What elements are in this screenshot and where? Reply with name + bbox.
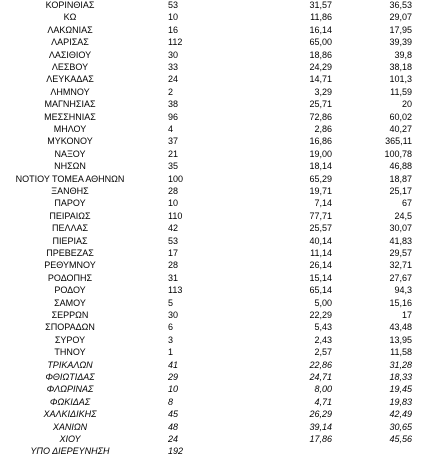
rate-cell	[254, 445, 332, 457]
region-name-cell: ΝΗΣΩΝ	[54, 161, 86, 172]
region-name-cell: ΜΑΓΝΗΣΙΑΣ	[44, 99, 96, 110]
table-row	[0, 111, 443, 123]
rate-cell: 11,86	[310, 12, 332, 23]
change-cell: 39,39	[389, 37, 412, 48]
change-cell	[360, 445, 412, 457]
rate-cell: 22,86	[309, 359, 332, 370]
change-cell: 11,59	[390, 86, 412, 97]
table-row	[0, 297, 443, 309]
region-name-cell: ΛΕΥΚΑΔΑΣ	[46, 74, 94, 85]
table-row	[0, 421, 443, 433]
change-cell: 17,95	[389, 24, 412, 35]
table-row	[0, 98, 443, 110]
cases-cell: 38	[168, 99, 179, 110]
cases-cell: 31	[168, 272, 179, 283]
change-cell: 31,28	[389, 359, 412, 370]
rate-cell: 40,14	[309, 235, 332, 246]
cases-cell: 28	[168, 186, 179, 196]
cases-cell: 53	[168, 235, 179, 246]
cases-cell: 5	[168, 297, 174, 308]
change-cell: 25,17	[389, 186, 412, 196]
rate-cell: 24,29	[309, 62, 332, 72]
cases-cell: 17	[168, 248, 179, 258]
change-cell: 30,65	[389, 421, 412, 432]
rate-cell: 26,14	[309, 260, 332, 271]
rate-cell: 4,71	[314, 396, 332, 407]
cases-cell: 35	[168, 161, 179, 172]
change-cell: 19,45	[389, 384, 412, 395]
table-row	[0, 321, 443, 333]
cases-cell: 42	[168, 223, 179, 234]
table-row	[0, 259, 443, 271]
change-cell: 29,57	[389, 248, 412, 258]
region-name-cell: ΣΥΡΟΥ	[54, 334, 86, 345]
cases-cell: 192	[168, 446, 184, 457]
table-row	[0, 309, 443, 321]
cases-cell: 24	[168, 434, 179, 444]
change-cell: 30,07	[389, 223, 412, 234]
change-cell: 60,02	[389, 111, 412, 122]
cases-cell: 29	[168, 372, 179, 382]
region-name-cell: ΠΙΕΡΙΑΣ	[52, 235, 88, 246]
rate-cell: 2,43	[314, 334, 332, 345]
cases-cell: 10	[168, 384, 179, 395]
table-row	[0, 173, 443, 185]
cases-cell: 3	[168, 334, 174, 345]
change-cell: 18,87	[389, 173, 412, 184]
cases-cell: 45	[168, 409, 179, 420]
rate-cell: 17,86	[309, 434, 332, 444]
region-name-cell: ΞΑΝΘΗΣ	[51, 186, 89, 196]
change-cell: 17	[401, 310, 412, 320]
region-name-cell: ΧΙΟΥ	[59, 434, 81, 444]
rate-cell: 14,71	[309, 74, 332, 85]
cases-cell: 10	[168, 198, 179, 209]
change-cell: 27,67	[389, 272, 412, 283]
table-row	[0, 222, 443, 234]
rate-cell: 26,29	[309, 409, 332, 420]
rate-cell: 25,71	[309, 99, 332, 110]
change-cell: 365,11	[385, 136, 412, 147]
rate-cell: 65,29	[309, 173, 332, 184]
change-cell: 32,71	[389, 260, 412, 271]
change-cell: 38,18	[389, 62, 412, 72]
table-row	[0, 408, 443, 420]
region-name-cell: ΦΘΙΩΤΙΔΑΣ	[45, 372, 95, 382]
region-name-cell: ΠΑΡΟΥ	[54, 198, 86, 209]
cases-cell: 41	[168, 359, 179, 370]
region-name-cell: ΠΡΕΒΕΖΑΣ	[46, 248, 94, 258]
cases-cell: 30	[168, 310, 179, 320]
region-name-cell: ΡΟΔΟΠΗΣ	[47, 272, 93, 283]
cases-cell: 28	[168, 260, 179, 271]
rate-cell: 15,14	[309, 272, 332, 283]
region-name-cell: ΛΑΣΙΘΙΟΥ	[48, 49, 92, 60]
table-row	[0, 284, 443, 296]
region-name-cell: ΛΑΚΩΝΙΑΣ	[47, 24, 93, 35]
region-name-cell: ΣΕΡΡΩΝ	[51, 310, 89, 320]
table-row	[0, 272, 443, 284]
rate-cell: 65,14	[309, 285, 332, 296]
cases-cell: 37	[168, 136, 179, 147]
rate-cell: 16,86	[309, 136, 332, 147]
region-name-cell: ΚΟΡΙΝΘΙΑΣ	[45, 0, 95, 10]
rate-cell: 7,14	[314, 198, 332, 209]
cases-cell: 8	[168, 396, 174, 407]
region-name-cell: ΝΟΤΙΟΥ ΤΟΜΕΑ ΑΘΗΝΩΝ	[15, 173, 125, 184]
region-name-cell: ΤΡΙΚΑΛΩΝ	[47, 359, 93, 370]
table-row	[0, 247, 443, 259]
rate-cell: 77,71	[309, 210, 332, 221]
cases-cell: 10	[168, 12, 179, 23]
cases-cell: 48	[168, 421, 179, 432]
region-name-cell: ΧΑΛΚΙΔΙΚΗΣ	[43, 409, 97, 420]
region-name-cell: ΜΕΣΣΗΝΙΑΣ	[44, 111, 96, 122]
table-row	[0, 24, 443, 36]
change-cell: 20	[401, 99, 412, 110]
table-row	[0, 396, 443, 408]
table-row	[0, 49, 443, 61]
change-cell: 67	[401, 198, 412, 209]
region-name-cell: ΝΑΞΟΥ	[54, 148, 86, 159]
region-name-cell: ΜΥΚΟΝΟΥ	[47, 136, 93, 147]
rate-cell: 3,29	[314, 86, 332, 97]
rate-cell: 25,57	[309, 223, 332, 234]
change-cell: 94,3	[394, 285, 412, 296]
table-row	[0, 334, 443, 346]
rate-cell: 31,57	[309, 0, 332, 10]
cases-cell: 113	[168, 285, 183, 296]
table-row	[0, 148, 443, 160]
table-row	[0, 73, 443, 85]
change-cell: 100,78	[384, 148, 412, 159]
table-row	[0, 346, 443, 358]
table-row	[0, 36, 443, 48]
region-name-cell: ΛΕΣΒΟΥ	[51, 62, 89, 72]
cases-cell: 30	[168, 49, 179, 60]
rate-cell: 2,86	[314, 124, 332, 134]
cases-cell: 16	[168, 24, 179, 35]
cases-cell: 53	[168, 0, 179, 10]
region-name-cell: ΥΠΟ ΔΙΕΡΕΥΝΗΣΗ	[30, 446, 110, 457]
change-cell: 46,88	[389, 161, 412, 172]
rate-cell: 18,14	[309, 161, 332, 172]
change-cell: 45,56	[389, 434, 412, 444]
cases-cell: 1	[168, 347, 174, 358]
rate-cell: 16,14	[309, 24, 332, 35]
table-row	[0, 383, 443, 395]
region-name-cell: ΦΛΩΡΙΝΑΣ	[46, 384, 94, 395]
rate-cell: 5,43	[314, 322, 332, 333]
region-name-cell: ΡΕΘΥΜΝΟΥ	[44, 260, 96, 271]
change-cell: 11,58	[390, 347, 412, 358]
cases-cell: 2	[168, 86, 174, 97]
table-row	[0, 160, 443, 172]
table-row	[0, 185, 443, 197]
region-name-cell: ΧΑΝΙΩΝ	[52, 421, 88, 432]
cases-cell: 100	[168, 173, 184, 184]
table-row	[0, 433, 443, 445]
change-cell: 15,16	[389, 297, 412, 308]
table-row	[0, 197, 443, 209]
region-name-cell: ΛΗΜΝΟΥ	[50, 86, 90, 97]
table-row	[0, 371, 443, 383]
region-name-cell: ΜΗΛΟΥ	[53, 124, 87, 134]
change-cell: 19,83	[389, 396, 412, 407]
change-cell: 18,33	[389, 372, 412, 382]
rate-cell: 18,86	[309, 49, 332, 60]
table-row	[0, 61, 443, 73]
rate-cell: 11,14	[310, 248, 332, 258]
table-row	[0, 235, 443, 247]
region-name-cell: ΣΑΜΟΥ	[54, 297, 86, 308]
cases-cell: 6	[168, 322, 174, 333]
region-name-cell: ΚΩ	[63, 12, 77, 23]
rate-cell: 5,00	[314, 297, 332, 308]
region-name-cell: ΠΕΛΛΑΣ	[51, 223, 89, 234]
rate-cell: 19,00	[309, 148, 332, 159]
change-cell: 13,95	[389, 334, 412, 345]
table-row	[0, 445, 443, 457]
region-name-cell: ΛΑΡΙΣΑΣ	[51, 37, 89, 48]
change-cell: 29,07	[389, 12, 412, 23]
change-cell: 41,83	[389, 235, 412, 246]
change-cell: 101,3	[389, 74, 412, 85]
region-name-cell: ΤΗΝΟΥ	[54, 347, 86, 358]
region-name-cell: ΡΟΔΟΥ	[54, 285, 86, 296]
rate-cell: 2,57	[314, 347, 332, 358]
change-cell: 36,53	[389, 0, 412, 10]
change-cell: 40,27	[389, 124, 412, 134]
cases-cell: 112	[168, 37, 183, 48]
rate-cell: 24,71	[309, 372, 332, 382]
rate-cell: 65,00	[309, 37, 332, 48]
rate-cell: 8,00	[314, 384, 332, 395]
table-row	[0, 135, 443, 147]
rate-cell: 39,14	[309, 421, 332, 432]
rate-cell: 19,71	[309, 186, 332, 196]
table-row	[0, 210, 443, 222]
change-cell: 24,5	[394, 210, 412, 221]
rate-cell: 72,86	[309, 111, 332, 122]
cases-cell: 110	[168, 210, 183, 221]
region-name-cell: ΦΩΚΙΔΑΣ	[49, 396, 91, 407]
table-row	[0, 0, 443, 11]
region-name-cell: ΠΕΙΡΑΙΩΣ	[49, 210, 91, 221]
change-cell: 42,49	[389, 409, 412, 420]
table-row	[0, 359, 443, 371]
rate-cell: 22,29	[309, 310, 332, 320]
change-cell: 39,8	[394, 49, 412, 60]
table-row	[0, 86, 443, 98]
cases-cell: 4	[168, 124, 174, 134]
change-cell: 43,48	[389, 322, 412, 333]
cases-cell: 21	[168, 148, 179, 159]
region-name-cell: ΣΠΟΡΑΔΩΝ	[45, 322, 95, 333]
table-row	[0, 11, 443, 23]
table-row	[0, 123, 443, 135]
cases-cell: 96	[168, 111, 179, 122]
cases-cell: 33	[168, 62, 179, 72]
cases-cell: 24	[168, 74, 179, 85]
